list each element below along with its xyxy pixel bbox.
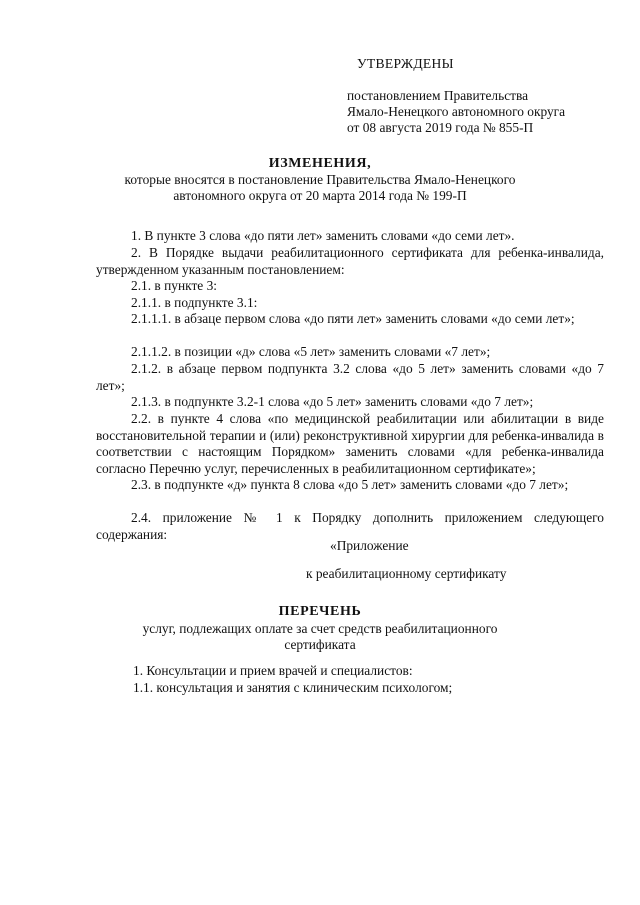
changes-subtitle-2: автономного округа от 20 марта 2014 года № 199-П — [173, 188, 467, 203]
paragraph-2-1: 2.1. в пункте 3: — [131, 278, 218, 293]
approved-line-3: от 08 августа 2019 года № 855-П — [347, 120, 534, 135]
approved-line-1: постановлением Правительства — [347, 88, 529, 103]
paragraph-2-1-1-1: 2.1.1.1. в абзаце первом слова «до пяти лет» заменить словами «до семи лет»; — [131, 311, 575, 326]
changes-heading: ИЗМЕНЕНИЯ, — [268, 156, 372, 171]
list-subtitle-1: услуг, подлежащих оплате за счет средств реабилитационного — [142, 621, 498, 636]
paragraph-2-3: 2.3. в подпункте «д» пункта 8 слова «до 5 лет» заменить словами «до 7 лет»; — [131, 477, 569, 492]
paragraph-2-1-2: 2.1.2. в абзаце первом подпункта 3.2 слова «до 5 лет» заменить словами «до 7 лет»; — [96, 361, 604, 393]
paragraph-2-4: 2.4. приложение № 1 к Порядку дополнить приложением следующего содержания: — [96, 510, 604, 542]
changes-subtitle-1: которые вносятся в постановление Правительства Ямало-Ненецкого — [124, 172, 516, 187]
list-subtitle-2: сертификата — [284, 637, 356, 652]
approved-title: УТВЕРЖДЕНЫ — [357, 56, 454, 71]
paragraph-2-2: 2.2. в пункте 4 слова «по медицинской реабилитации или абилитации в виде восстановительной терапии и (или) реконструктивной хирургии для ребенка-инвалида в соответствии с настоящим Порядком» заменить словами «для ребенка-инвалида согласно Перечню услуг, перечисленных в реабилитационном сертификате»; — [96, 411, 604, 476]
paragraph-2-1-1: 2.1.1. в подпункте 3.1: — [131, 295, 258, 310]
list-item-1-1: 1.1. консультация и занятия с клиническим психологом; — [133, 680, 453, 695]
list-item-1: 1. Консультации и прием врачей и специалистов: — [133, 663, 413, 678]
appendix-to: к реабилитационному сертификату — [306, 566, 507, 581]
list-heading: ПЕРЕЧЕНЬ — [278, 604, 362, 619]
appendix-label: «Приложение — [330, 538, 409, 553]
paragraph-1: 1. В пункте 3 слова «до пяти лет» заменить словами «до семи лет». — [131, 228, 515, 243]
approved-line-2: Ямало-Ненецкого автономного округа — [347, 104, 566, 119]
paragraph-2: 2. В Порядке выдачи реабилитационного сертификата для ребенка-инвалида, утвержденном указанным постановлением: — [96, 245, 604, 277]
paragraph-2-1-3: 2.1.3. в подпункте 3.2-1 слова «до 5 лет» заменить словами «до 7 лет»; — [131, 394, 534, 409]
paragraph-2-1-1-2: 2.1.1.2. в позиции «д» слова «5 лет» заменить словами «7 лет»; — [131, 344, 491, 359]
